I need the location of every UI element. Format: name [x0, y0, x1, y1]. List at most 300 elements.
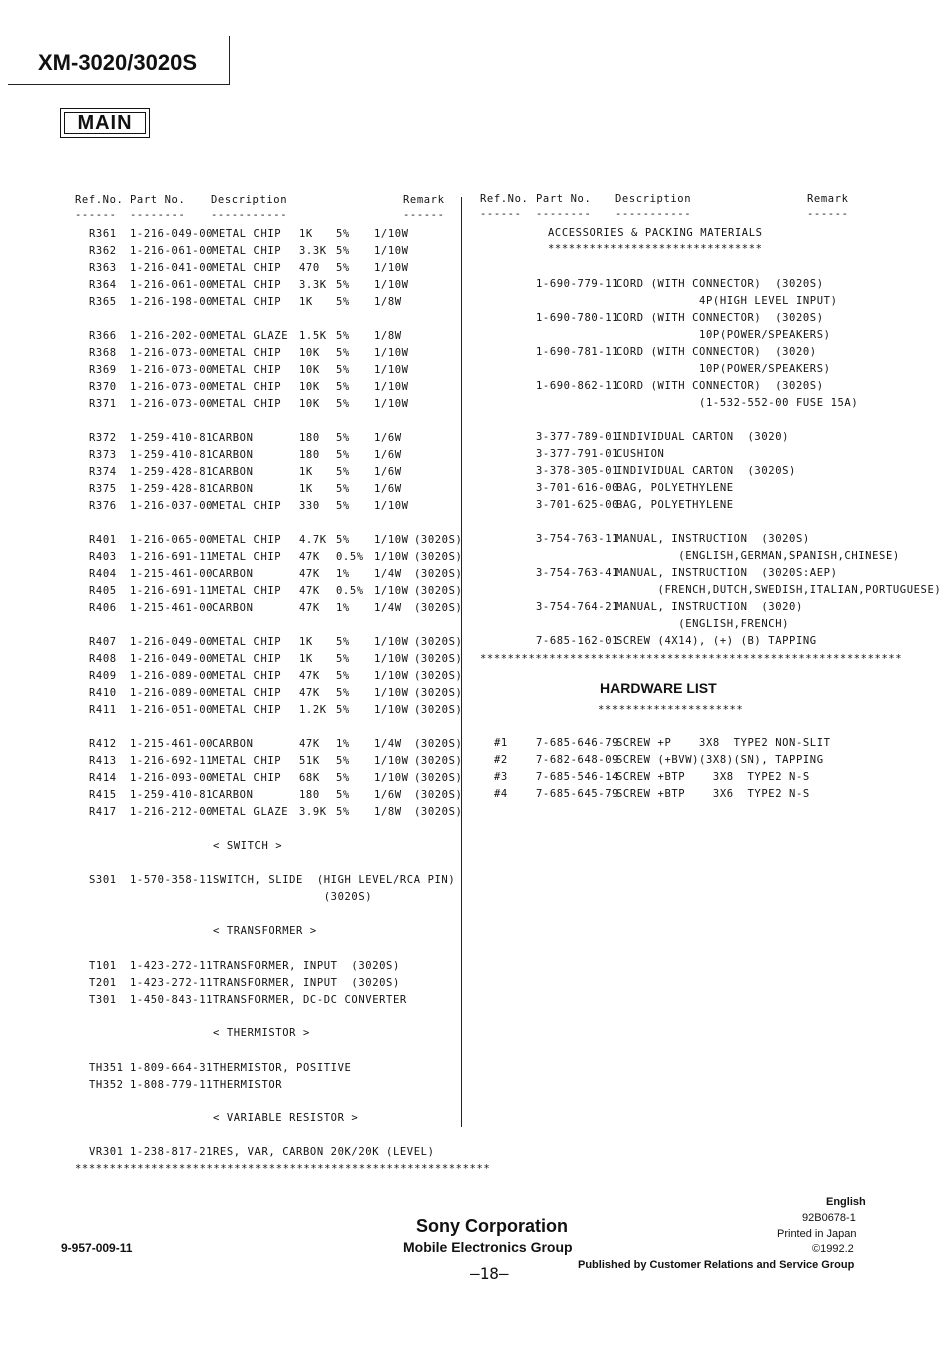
row-part: 1-570-358-11 [130, 874, 214, 886]
hardware-list-title: HARDWARE LIST [600, 680, 717, 696]
row-ref: R405 [89, 585, 117, 597]
left-end-stars: ************************************************************ [75, 1163, 491, 1175]
row-ref: TH352 [89, 1079, 124, 1091]
row-value: 470 [299, 262, 320, 274]
manual-part: 7-685-162-01 [536, 635, 620, 647]
footer-code: 92B0678-1 [802, 1212, 856, 1224]
section-box [60, 108, 150, 138]
pack-text: BAG, POLYETHYLENE [616, 499, 734, 511]
row-value: 1K [299, 636, 313, 648]
hardware-list-stars: ********************* [598, 704, 744, 716]
row-ref: R374 [89, 466, 117, 478]
row-part: 1-216-089-00 [130, 670, 214, 682]
row-desc: METAL CHIP [212, 653, 282, 665]
row-wattage: 1/6W [374, 789, 402, 801]
row-tolerance: 5% [336, 347, 350, 359]
pack-part: 3-701-616-00 [536, 482, 620, 494]
hw-ref: #3 [494, 771, 508, 783]
footer-copyright: ©1992.2 [812, 1243, 854, 1255]
row-value: 1K [299, 653, 313, 665]
row-value: 68K [299, 772, 320, 784]
row-ref: R417 [89, 806, 117, 818]
row-tolerance: 0.5% [336, 551, 364, 563]
row-tolerance: 5% [336, 704, 350, 716]
row-desc: METAL CHIP [212, 636, 282, 648]
row-part: 1-808-779-11 [130, 1079, 214, 1091]
row-ref: R403 [89, 551, 117, 563]
row-remark: (3020S) [414, 772, 463, 784]
row-wattage: 1/10W [374, 364, 409, 376]
hw-part: 7-685-646-79 [536, 737, 620, 749]
row-ref: R376 [89, 500, 117, 512]
row-part: 1-216-049-00 [130, 653, 214, 665]
row-part: 1-259-428-81 [130, 483, 214, 495]
row-tolerance: 5% [336, 806, 350, 818]
row-part: 1-450-843-11 [130, 994, 214, 1006]
row-tolerance: 5% [336, 279, 350, 291]
row-wattage: 1/10W [374, 636, 409, 648]
row-ref: VR301 [89, 1146, 124, 1158]
row-ref: R371 [89, 398, 117, 410]
acc-part: 1-690-780-11 [536, 312, 620, 324]
acc-text: 10P(POWER/SPEAKERS) [616, 329, 831, 341]
row-tolerance: 5% [336, 687, 350, 699]
row-tolerance: 1% [336, 602, 350, 614]
accessories-title: ACCESSORIES & PACKING MATERIALS [548, 227, 763, 239]
row-part: 1-216-073-00 [130, 347, 214, 359]
row-part: 1-216-061-00 [130, 279, 214, 291]
row-tolerance: 5% [336, 432, 350, 444]
row-desc: SWITCH, SLIDE (HIGH LEVEL/RCA PIN) [213, 874, 456, 886]
left-header-part: Part No. [130, 194, 186, 206]
row-ref: R404 [89, 568, 117, 580]
row-remark: (3020S) [414, 670, 463, 682]
acc-text: CORD (WITH CONNECTOR) (3020S) [616, 312, 824, 324]
row-tolerance: 5% [336, 228, 350, 240]
row-part: 1-216-049-00 [130, 228, 214, 240]
row-ref: S301 [89, 874, 117, 886]
left-header-remark: Remark [403, 194, 445, 206]
acc-text: (1-532-552-00 FUSE 15A) [616, 397, 859, 409]
acc-part: 1-690-862-11 [536, 380, 620, 392]
row-wattage: 1/10W [374, 381, 409, 393]
row-value: 1K [299, 228, 313, 240]
row-part: 1-216-037-00 [130, 500, 214, 512]
row-ref: R368 [89, 347, 117, 359]
right-header-desc-rule: ----------- [615, 208, 692, 220]
row-tolerance: 5% [336, 364, 350, 376]
row-wattage: 1/6W [374, 432, 402, 444]
row-remark: (3020S) [414, 585, 463, 597]
pack-text: BAG, POLYETHYLENE [616, 482, 734, 494]
row-wattage: 1/10W [374, 551, 409, 563]
row-remark: (3020S) [414, 704, 463, 716]
section-label: MAIN [64, 112, 146, 134]
row-wattage: 1/4W [374, 738, 402, 750]
row-ref: R415 [89, 789, 117, 801]
row-value: 3.3K [299, 279, 327, 291]
row-value: 10K [299, 347, 320, 359]
title-underline [8, 84, 230, 85]
row-ref: R361 [89, 228, 117, 240]
row-ref: R414 [89, 772, 117, 784]
pack-text: CUSHION [616, 448, 665, 460]
row-wattage: 1/6W [374, 466, 402, 478]
row-ref: TH351 [89, 1062, 124, 1074]
section-heading: < THERMISTOR > [213, 1027, 310, 1039]
company-name: Sony Corporation [416, 1216, 568, 1236]
row-tolerance: 5% [336, 670, 350, 682]
row-desc: METAL CHIP [212, 500, 282, 512]
manual-text: (FRENCH,DUTCH,SWEDISH,ITALIAN,PORTUGUESE) [616, 584, 942, 596]
row-ref: R363 [89, 262, 117, 274]
row-part: 1-216-202-00 [130, 330, 214, 342]
right-header-ref-rule: ------ [480, 208, 522, 220]
row-value: 10K [299, 381, 320, 393]
row-desc: CARBON [212, 568, 254, 580]
row-part: 1-216-051-00 [130, 704, 214, 716]
row-wattage: 1/10W [374, 755, 409, 767]
row-wattage: 1/10W [374, 687, 409, 699]
row-desc: METAL CHIP [212, 347, 282, 359]
row-tolerance: 5% [336, 296, 350, 308]
row-value: 4.7K [299, 534, 327, 546]
left-header-ref-rule: ------ [75, 209, 117, 221]
left-header-remark-rule: ------ [403, 209, 445, 221]
row-remark: (3020S) [414, 551, 463, 563]
row-part: 1-216-041-00 [130, 262, 214, 274]
row-wattage: 1/10W [374, 500, 409, 512]
row-tolerance: 1% [336, 568, 350, 580]
row-part: 1-259-410-81 [130, 789, 214, 801]
row-ref: R370 [89, 381, 117, 393]
right-header-remark-rule: ------ [807, 208, 849, 220]
row-desc: CARBON [212, 738, 254, 750]
row-part: 1-259-410-81 [130, 432, 214, 444]
manual-text: (ENGLISH,GERMAN,SPANISH,CHINESE) [616, 550, 900, 562]
row-desc: METAL CHIP [212, 772, 282, 784]
row-ref: R401 [89, 534, 117, 546]
row-desc: TRANSFORMER, DC-DC CONVERTER [213, 994, 407, 1006]
row-desc: CARBON [212, 432, 254, 444]
left-header-desc: Description [211, 194, 288, 206]
right-header-ref: Ref.No. [480, 193, 529, 205]
row-ref: R412 [89, 738, 117, 750]
hw-ref: #4 [494, 788, 508, 800]
row-wattage: 1/6W [374, 483, 402, 495]
row-part: 1-216-061-00 [130, 245, 214, 257]
acc-text: CORD (WITH CONNECTOR) (3020) [616, 346, 817, 358]
row-desc: METAL CHIP [212, 398, 282, 410]
row-part: 1-216-065-00 [130, 534, 214, 546]
row-tolerance: 5% [336, 755, 350, 767]
acc-text: CORD (WITH CONNECTOR) (3020S) [616, 380, 824, 392]
row-part: 1-216-691-11 [130, 585, 214, 597]
row-part: 1-238-817-21 [130, 1146, 214, 1158]
row-value: 180 [299, 432, 320, 444]
row-tolerance: 5% [336, 789, 350, 801]
hw-text: SCREW +BTP 3X6 TYPE2 N-S [616, 788, 810, 800]
right-header-part-rule: -------- [536, 208, 592, 220]
row-desc: TRANSFORMER, INPUT (3020S) [213, 960, 400, 972]
acc-part: 1-690-781-11 [536, 346, 620, 358]
row-part: 1-215-461-00 [130, 602, 214, 614]
row-desc: CARBON [212, 449, 254, 461]
row-ref: R366 [89, 330, 117, 342]
row-remark: (3020S) [414, 602, 463, 614]
row-part: 1-809-664-31 [130, 1062, 214, 1074]
acc-text: CORD (WITH CONNECTOR) (3020S) [616, 278, 824, 290]
row-wattage: 1/6W [374, 449, 402, 461]
row-desc: METAL GLAZE [212, 806, 289, 818]
row-desc: THERMISTOR [213, 1079, 283, 1091]
row-part: 1-215-461-00 [130, 738, 214, 750]
row-ref: R375 [89, 483, 117, 495]
row-desc: METAL CHIP [212, 381, 282, 393]
row-ref: R364 [89, 279, 117, 291]
row-value: 10K [299, 364, 320, 376]
row-ref: R369 [89, 364, 117, 376]
manual-part: 3-754-764-21 [536, 601, 620, 613]
hw-text: SCREW +BTP 3X8 TYPE2 N-S [616, 771, 810, 783]
row-desc: METAL CHIP [212, 279, 282, 291]
row-wattage: 1/10W [374, 772, 409, 784]
row-remark: (3020S) [414, 687, 463, 699]
row-desc: CARBON [212, 483, 254, 495]
row-tolerance: 5% [336, 483, 350, 495]
hw-part: 7-685-645-79 [536, 788, 620, 800]
hw-part: 7-685-546-14 [536, 771, 620, 783]
row-desc: METAL CHIP [212, 585, 282, 597]
row-part: 1-216-073-00 [130, 381, 214, 393]
row-value: 330 [299, 500, 320, 512]
row-desc: METAL CHIP [212, 670, 282, 682]
row-part: 1-216-093-00 [130, 772, 214, 784]
row-ref: R362 [89, 245, 117, 257]
row-desc: THERMISTOR, POSITIVE [213, 1062, 352, 1074]
row-wattage: 1/10W [374, 534, 409, 546]
row-part: 1-423-272-11 [130, 977, 214, 989]
row-value: 10K [299, 398, 320, 410]
acc-part: 1-690-779-11 [536, 278, 620, 290]
row-value: 47K [299, 568, 320, 580]
row-value: 47K [299, 687, 320, 699]
accessories-stars: ******************************* [548, 243, 763, 255]
row-remark: (3020S) [414, 738, 463, 750]
page-number: —18— [470, 1264, 509, 1283]
row-desc: CARBON [212, 789, 254, 801]
row-wattage: 1/8W [374, 806, 402, 818]
row-desc: METAL CHIP [212, 296, 282, 308]
row-part: 1-216-049-00 [130, 636, 214, 648]
row-ref: R372 [89, 432, 117, 444]
row-wattage: 1/10W [374, 347, 409, 359]
row-remark: (3020S) [414, 789, 463, 801]
row-value: 47K [299, 585, 320, 597]
row-part: 1-216-212-00 [130, 806, 214, 818]
row-wattage: 1/8W [374, 330, 402, 342]
row-ref: T101 [89, 960, 117, 972]
left-header-part-rule: -------- [130, 209, 186, 221]
row-value: 51K [299, 755, 320, 767]
footer-publisher: Published by Customer Relations and Service Group [578, 1259, 855, 1271]
row-part: 1-259-410-81 [130, 449, 214, 461]
row-remark: (3020S) [414, 755, 463, 767]
row-desc: METAL CHIP [212, 245, 282, 257]
row-wattage: 1/10W [374, 228, 409, 240]
right-header-desc: Description [615, 193, 692, 205]
row-desc: METAL CHIP [212, 262, 282, 274]
hw-ref: #2 [494, 754, 508, 766]
row-remark: (3020S) [414, 636, 463, 648]
row-part: 1-215-461-00 [130, 568, 214, 580]
row-tolerance: 5% [336, 636, 350, 648]
row-tolerance: 5% [336, 466, 350, 478]
right-header-remark: Remark [807, 193, 849, 205]
pack-part: 3-377-791-01 [536, 448, 620, 460]
pack-text: INDIVIDUAL CARTON (3020) [616, 431, 790, 443]
row-ref: R410 [89, 687, 117, 699]
row-wattage: 1/10W [374, 670, 409, 682]
row-value: 47K [299, 602, 320, 614]
row-wattage: 1/10W [374, 279, 409, 291]
row-value: 3.3K [299, 245, 327, 257]
row-value: 1.2K [299, 704, 327, 716]
section-heading: < SWITCH > [213, 840, 283, 852]
row-tolerance: 5% [336, 381, 350, 393]
row-ref: T301 [89, 994, 117, 1006]
row-wattage: 1/8W [374, 296, 402, 308]
row-part: 1-423-272-11 [130, 960, 214, 972]
row-wattage: 1/10W [374, 704, 409, 716]
row-wattage: 1/10W [374, 653, 409, 665]
model-title: XM-3020/3020S [38, 50, 197, 75]
title-divider [229, 36, 230, 85]
row-value: 1.5K [299, 330, 327, 342]
row-desc: METAL CHIP [212, 534, 282, 546]
row-tolerance: 1% [336, 738, 350, 750]
hw-text: SCREW (+BVW)(3X8)(SN), TAPPING [616, 754, 824, 766]
manual-part: 3-754-763-11 [536, 533, 620, 545]
row-value: 1K [299, 296, 313, 308]
row-desc: METAL CHIP [212, 551, 282, 563]
row-ref: R365 [89, 296, 117, 308]
row-value: 47K [299, 738, 320, 750]
row-ref: R406 [89, 602, 117, 614]
row-tolerance: 5% [336, 398, 350, 410]
right-header-part: Part No. [536, 193, 592, 205]
row-desc: TRANSFORMER, INPUT (3020S) [213, 977, 400, 989]
row-value: 1K [299, 483, 313, 495]
row-value: 47K [299, 670, 320, 682]
manual-text: (ENGLISH,FRENCH) [616, 618, 790, 630]
row-desc: METAL CHIP [212, 364, 282, 376]
row-desc: METAL CHIP [212, 755, 282, 767]
row-value: 180 [299, 789, 320, 801]
manual-text: MANUAL, INSTRUCTION (3020) [616, 601, 803, 613]
right-end-stars: ************************************************************* [480, 653, 903, 665]
row-wattage: 1/10W [374, 262, 409, 274]
row-desc: CARBON [212, 602, 254, 614]
row-tolerance: 5% [336, 534, 350, 546]
row-part: 1-216-073-00 [130, 364, 214, 376]
row-desc: RES, VAR, CARBON 20K/20K (LEVEL) [213, 1146, 435, 1158]
row-tolerance: 5% [336, 330, 350, 342]
row-remark: (3020S) [414, 806, 463, 818]
left-header-ref: Ref.No. [75, 194, 124, 206]
pack-text: INDIVIDUAL CARTON (3020S) [616, 465, 796, 477]
row-desc: METAL CHIP [212, 704, 282, 716]
row-tolerance: 5% [336, 772, 350, 784]
acc-text: 10P(POWER/SPEAKERS) [616, 363, 831, 375]
row-value: 3.9K [299, 806, 327, 818]
hw-ref: #1 [494, 737, 508, 749]
row-desc: METAL CHIP [212, 687, 282, 699]
row-part: 1-216-089-00 [130, 687, 214, 699]
left-header-desc-rule: ----------- [211, 209, 288, 221]
hw-part: 7-682-648-09 [536, 754, 620, 766]
footer-language: English [826, 1196, 866, 1208]
row-tolerance: 5% [336, 262, 350, 274]
manual-text: SCREW (4X14), (+) (B) TAPPING [616, 635, 817, 647]
row-part: 1-216-198-00 [130, 296, 214, 308]
row-part: 1-216-692-11 [130, 755, 214, 767]
acc-text: 4P(HIGH LEVEL INPUT) [616, 295, 838, 307]
row-part: 1-216-691-11 [130, 551, 214, 563]
row-remark: (3020S) [414, 653, 463, 665]
document-number: 9-957-009-11 [61, 1241, 133, 1255]
row-ref: R408 [89, 653, 117, 665]
footer-printed: Printed in Japan [777, 1228, 857, 1240]
pack-part: 3-378-305-01 [536, 465, 620, 477]
row-part: 1-216-073-00 [130, 398, 214, 410]
row-tolerance: 0.5% [336, 585, 364, 597]
row-desc: (3020S) [213, 891, 373, 903]
pack-part: 3-377-789-01 [536, 431, 620, 443]
row-ref: R413 [89, 755, 117, 767]
manual-text: MANUAL, INSTRUCTION (3020S) [616, 533, 810, 545]
row-ref: T201 [89, 977, 117, 989]
pack-part: 3-701-625-00 [536, 499, 620, 511]
row-wattage: 1/4W [374, 568, 402, 580]
row-wattage: 1/10W [374, 245, 409, 257]
row-tolerance: 5% [336, 500, 350, 512]
row-tolerance: 5% [336, 449, 350, 461]
row-value: 47K [299, 551, 320, 563]
row-tolerance: 5% [336, 245, 350, 257]
hw-text: SCREW +P 3X8 TYPE2 NON-SLIT [616, 737, 831, 749]
manual-text: MANUAL, INSTRUCTION (3020S:AEP) [616, 567, 838, 579]
row-desc: METAL GLAZE [212, 330, 289, 342]
row-ref: R373 [89, 449, 117, 461]
row-desc: METAL CHIP [212, 228, 282, 240]
row-desc: CARBON [212, 466, 254, 478]
row-ref: R409 [89, 670, 117, 682]
row-ref: R407 [89, 636, 117, 648]
row-wattage: 1/4W [374, 602, 402, 614]
row-ref: R411 [89, 704, 117, 716]
row-part: 1-259-428-81 [130, 466, 214, 478]
row-value: 180 [299, 449, 320, 461]
row-remark: (3020S) [414, 568, 463, 580]
section-heading: < VARIABLE RESISTOR > [213, 1112, 359, 1124]
section-heading: < TRANSFORMER > [213, 925, 317, 937]
row-wattage: 1/10W [374, 585, 409, 597]
row-value: 1K [299, 466, 313, 478]
row-wattage: 1/10W [374, 398, 409, 410]
row-tolerance: 5% [336, 653, 350, 665]
company-group: Mobile Electronics Group [403, 1239, 573, 1255]
